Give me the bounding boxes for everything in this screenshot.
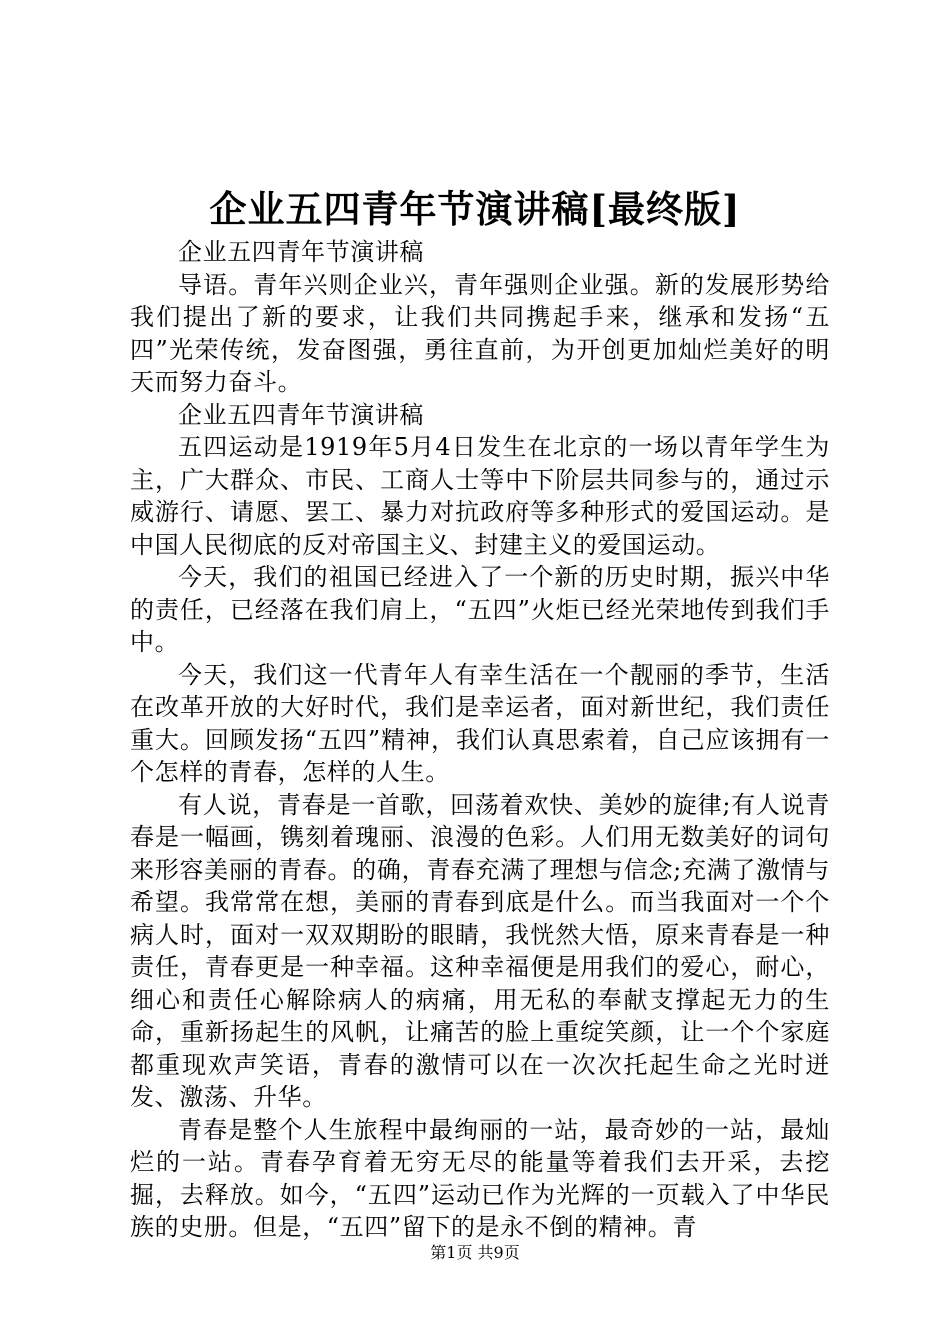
paragraph-subtitle-1: 企业五四青年节演讲稿 bbox=[178, 238, 424, 266]
paragraph-today-1: 今天，我们的祖国已经进入了一个新的历史时期，振兴中华的责任，已经落在我们肩上，“五四”火炬已经光荣地传到我们手中。 bbox=[130, 563, 830, 656]
paragraph-intro: 导语。青年兴则企业兴，青年强则企业强。新的发展形势给我们提出了新的要求，让我们共同携起手来，继承和发扬“五四”光荣传统，发奋图强，勇往直前，为开创更加灿烂美好的明天而努力奋斗。 bbox=[130, 270, 830, 396]
paragraph-youth-song: 有人说，青春是一首歌，回荡着欢快、美妙的旋律;有人说青春是一幅画，镌刻着瑰丽、浪漫的色彩。人们用无数美好的词句来形容美丽的青春。的确，青春充满了理想与信念;充满了激情与希望。我常常在想，美丽的青春到底是什么。而当我面对一个个病人时，面对一双双期盼的眼睛，我恍然大悟，原来青春是一种责任，青春更是一种幸福。这种幸福便是用我们的爱心，耐心，细心和责任心解除病人的病痛，用无私的奉献支撑起无力的生命，重新扬起生的风帆，让痛苦的脸上重绽笑颜，让一个个家庭都重现欢声笑语，青春的激情可以在一次次托起生命之光时迸发、激荡、升华。 bbox=[130, 790, 830, 1111]
paragraph-history: 五四运动是1919年5月4日发生在北京的一场以青年学生为主，广大群众、市民、工商人士等中下阶层共同参与的，通过示威游行、请愿、罢工、暴力对抗政府等多种形式的爱国运动。是中国人民彻底的反对帝国主义、封建主义的爱国运动。 bbox=[130, 433, 830, 559]
document-body bbox=[130, 236, 830, 1244]
paragraph-youth-station: 青春是整个人生旅程中最绚丽的一站，最奇妙的一站，最灿烂的一站。青春孕育着无穷无尽的能量等着我们去开采，去挖掘，去释放。如今，“五四”运动已作为光辉的一页载入了中华民族的史册。但是，“五四”留下的是永不倒的精神。青 bbox=[130, 1115, 830, 1241]
page-number-footer: 第1页 共9页 bbox=[430, 1243, 520, 1262]
paragraph-subtitle-2: 企业五四青年节演讲稿 bbox=[178, 400, 424, 429]
paragraph-today-2: 今天，我们这一代青年人有幸生活在一个靓丽的季节，生活在改革开放的大好时代，我们是幸运者，面对新世纪，我们责任重大。回顾发扬“五四”精神，我们认真思索着，自己应该拥有一个怎样的青春，怎样的人生。 bbox=[130, 660, 830, 786]
document-title: 企业五四青年节演讲稿[最终版] bbox=[209, 187, 741, 231]
